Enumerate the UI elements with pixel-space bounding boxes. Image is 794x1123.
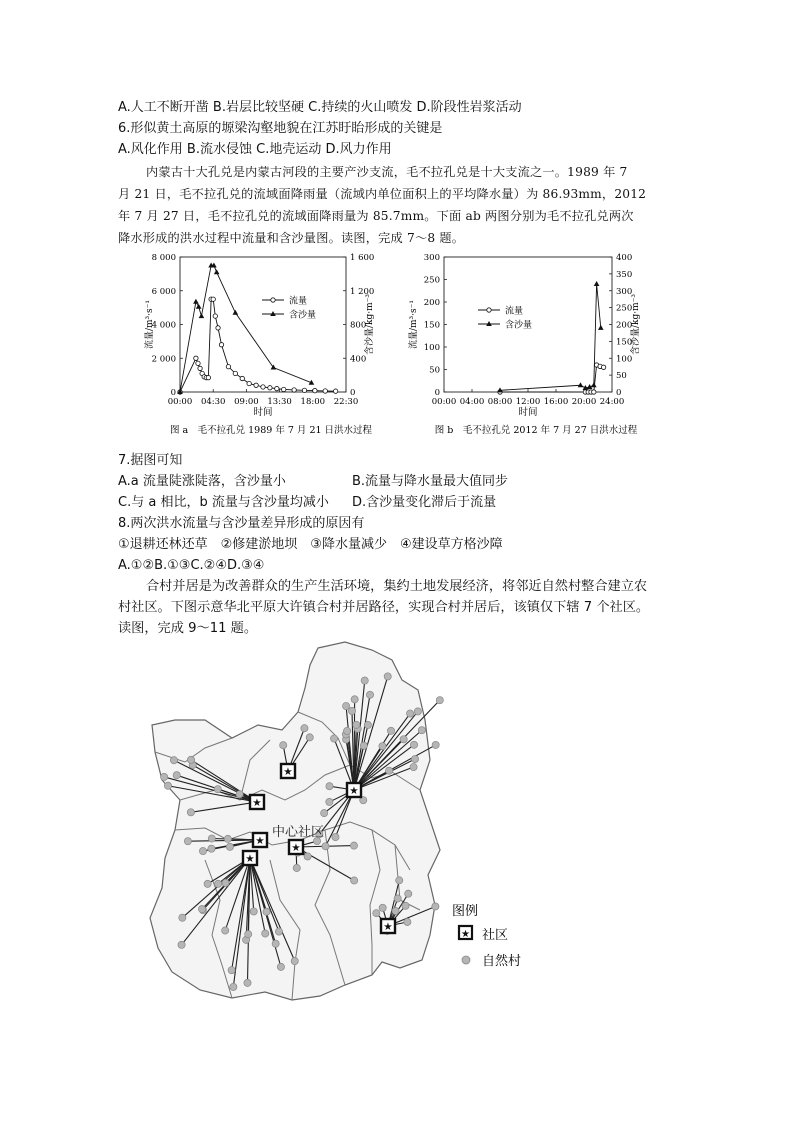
natural-village-dot xyxy=(224,835,231,842)
chart-0 xyxy=(143,253,375,436)
y-right-tick-label: 350 xyxy=(616,269,633,280)
community-marker xyxy=(289,840,303,854)
natural-village-dot xyxy=(332,833,339,840)
chart-1 xyxy=(407,253,641,436)
y-right-tick-label: 250 xyxy=(616,303,633,314)
point-flow xyxy=(213,314,217,318)
natural-village-dot xyxy=(366,691,373,698)
y-right-tick-label: 1 200 xyxy=(350,286,375,297)
natural-village-dot xyxy=(244,979,251,986)
point-flow xyxy=(333,389,337,393)
natural-village-dot xyxy=(301,725,308,732)
point-sediment xyxy=(214,269,220,274)
legend-village-icon xyxy=(462,956,470,964)
point-sediment xyxy=(193,299,199,304)
x-tick-label: 22:30 xyxy=(333,397,359,407)
y-right-tick-label: 0 xyxy=(350,388,356,398)
point-flow xyxy=(198,366,202,370)
point-flow xyxy=(211,297,215,301)
x-axis-label: 时间 xyxy=(518,407,538,418)
point-sediment xyxy=(233,310,239,315)
point-sediment xyxy=(199,313,205,318)
point-flow xyxy=(323,389,327,393)
natural-village-dot xyxy=(406,710,413,717)
natural-village-dot xyxy=(396,877,403,884)
natural-village-dot xyxy=(208,835,215,842)
q8-items: ①退耕还林还草 ②修建淤地坝 ③降水量减少 ④建设草方格沙障 xyxy=(118,537,503,552)
legend-title: 图例 xyxy=(452,904,479,919)
y-left-axis-label: 流量/m³·s⁻¹ xyxy=(409,299,419,350)
y-right-tick-label: 300 xyxy=(616,286,633,297)
point-sediment xyxy=(578,382,584,387)
natural-village-dot xyxy=(215,880,222,887)
x-tick-label: 13:30 xyxy=(267,397,292,407)
svg-text:★: ★ xyxy=(383,921,393,933)
community-marker xyxy=(381,919,395,933)
natural-village-dot xyxy=(379,904,386,911)
natural-village-dot xyxy=(245,931,252,938)
x-tick-label: 04:00 xyxy=(459,397,485,407)
legend-label: 流量 xyxy=(289,296,308,307)
y-right-tick-label: 1 600 xyxy=(350,253,375,263)
q5-options: A.人工不断开凿 B.岩层比较坚硬 C.持续的火山喷发 D.阶段性岩浆活动 xyxy=(118,100,522,115)
natural-village-dot xyxy=(161,773,168,780)
plot-frame xyxy=(180,257,346,392)
township-boundary xyxy=(150,642,440,1000)
natural-village-dot xyxy=(306,734,313,741)
y-right-axis-label: 含沙量/kg·m⁻³ xyxy=(365,293,375,356)
natural-village-dot xyxy=(262,930,269,937)
x-tick-label: 18:00 xyxy=(300,397,326,407)
series-line-含沙量 xyxy=(500,284,601,390)
natural-village-dot xyxy=(263,908,270,915)
passage1-line-3: 年 7 月 27 日，毛不拉孔兑的流域面降雨量为 85.7mm。下面 ab 两图分别为毛不拉孔兑两次 xyxy=(118,209,634,223)
point-flow xyxy=(254,383,258,387)
chart-caption: 图 b 毛不拉孔兑 2012 年 7 月 27 日洪水过程 xyxy=(434,425,638,436)
y-left-tick-label: 150 xyxy=(423,320,440,331)
point-flow xyxy=(206,375,210,379)
point-flow xyxy=(601,365,605,369)
natural-village-dot xyxy=(436,697,443,704)
q6-stem: 6.形似黄土高原的塬梁沟壑地貌在江苏盱眙形成的关键是 xyxy=(118,121,443,136)
y-right-tick-label: 0 xyxy=(616,388,622,398)
svg-text:★: ★ xyxy=(291,842,301,854)
natural-village-dot xyxy=(179,914,186,921)
legend-marker xyxy=(487,308,491,312)
legend-marker xyxy=(270,311,276,316)
y-right-tick-label: 150 xyxy=(616,337,633,348)
x-tick-label: 00:00 xyxy=(167,397,193,407)
natural-village-dot xyxy=(360,742,367,749)
x-tick-label: 09:00 xyxy=(234,397,259,407)
y-right-axis-label: 含沙量/kg·m⁻³ xyxy=(631,293,641,356)
y-left-tick-label: 6 000 xyxy=(151,286,176,297)
point-sediment xyxy=(594,281,600,286)
y-left-tick-label: 8 000 xyxy=(151,253,176,263)
natural-village-dot xyxy=(222,879,229,886)
y-right-tick-label: 800 xyxy=(350,320,367,331)
legend-village-label: 自然村 xyxy=(482,954,522,969)
community-marker xyxy=(347,783,361,797)
natural-village-dot xyxy=(385,767,392,774)
natural-village-dot xyxy=(402,902,409,909)
natural-village-dot xyxy=(351,696,358,703)
natural-village-dot xyxy=(384,673,391,680)
passage1-line-4: 降水形成的洪水过程中流量和含沙量图。读图，完成 7～8 题。 xyxy=(118,231,465,245)
natural-village-dot xyxy=(353,721,360,728)
x-tick-label: 20:00 xyxy=(571,397,597,407)
legend-label: 流量 xyxy=(505,306,524,317)
point-sediment xyxy=(598,325,604,330)
svg-text:★: ★ xyxy=(252,797,262,809)
natural-village-dot xyxy=(432,741,439,748)
community-marker xyxy=(253,833,267,847)
y-left-tick-label: 50 xyxy=(429,365,440,376)
natural-village-dot xyxy=(348,707,355,714)
y-left-tick-label: 2 000 xyxy=(151,354,176,365)
natural-village-dot xyxy=(228,967,235,974)
point-flow xyxy=(240,376,244,380)
natural-village-dot xyxy=(291,957,298,964)
natural-village-dot xyxy=(280,742,287,749)
natural-village-dot xyxy=(208,845,215,852)
natural-village-dot xyxy=(404,918,411,925)
point-flow xyxy=(219,343,223,347)
x-tick-label: 00:00 xyxy=(431,397,457,407)
natural-village-dot xyxy=(411,755,418,762)
natural-village-dot xyxy=(187,809,194,816)
svg-text:★: ★ xyxy=(255,835,265,847)
natural-village-dot xyxy=(226,843,233,850)
x-tick-label: 16:00 xyxy=(543,397,569,407)
point-flow xyxy=(268,386,272,390)
y-right-tick-label: 400 xyxy=(616,253,633,263)
q7-option-a: A.a 流量陡涨陡落，含沙量小 xyxy=(118,474,286,489)
natural-village-dot xyxy=(198,905,205,912)
point-flow xyxy=(196,361,200,365)
legend-label: 含沙量 xyxy=(505,320,533,331)
point-flow xyxy=(313,388,317,392)
natural-village-dot xyxy=(361,677,368,684)
natural-village-dot xyxy=(322,843,329,850)
natural-village-dot xyxy=(277,963,284,970)
natural-village-dot xyxy=(275,928,282,935)
natural-village-dot xyxy=(250,908,257,915)
point-flow xyxy=(282,387,286,391)
natural-village-dot xyxy=(394,895,401,902)
svg-text:★: ★ xyxy=(461,929,470,940)
svg-text:★: ★ xyxy=(349,785,359,797)
q7-option-b: B.流量与降水量最大值同步 xyxy=(352,474,509,489)
y-left-tick-label: 100 xyxy=(423,343,440,353)
natural-village-dot xyxy=(199,847,206,854)
y-left-tick-label: 0 xyxy=(434,388,440,398)
natural-village-dot xyxy=(304,853,311,860)
point-flow xyxy=(247,381,251,385)
natural-village-dot xyxy=(204,880,211,887)
natural-village-dot xyxy=(222,927,229,934)
point-flow xyxy=(302,388,306,392)
point-flow xyxy=(233,371,237,375)
point-sediment xyxy=(196,304,202,309)
x-axis-label: 时间 xyxy=(253,407,273,418)
y-right-tick-label: 50 xyxy=(616,371,627,382)
legend-marker xyxy=(271,298,275,302)
q8-stem: 8.两次洪水流量与含沙量差异形成的原因有 xyxy=(118,516,365,531)
natural-village-dot xyxy=(326,783,333,790)
chart-caption: 图 a 毛不拉孔兑 1989 年 7 月 21 日洪水过程 xyxy=(169,425,373,436)
y-left-tick-label: 4 000 xyxy=(151,320,176,331)
point-flow xyxy=(275,386,279,390)
x-tick-label: 12:00 xyxy=(515,397,541,407)
passage2-line-3: 读图，完成 9～11 题。 xyxy=(118,621,258,636)
x-tick-label: 08:00 xyxy=(487,397,513,407)
q7-option-d: D.含沙量变化滞后于流量 xyxy=(352,495,497,510)
natural-village-dot xyxy=(410,741,417,748)
legend-community-icon xyxy=(459,926,472,940)
natural-village-dot xyxy=(184,838,191,845)
y-left-tick-label: 250 xyxy=(423,275,440,286)
community-marker xyxy=(250,795,264,809)
point-flow xyxy=(261,385,265,389)
natural-village-dot xyxy=(230,983,237,990)
x-tick-label: 04:30 xyxy=(200,397,226,407)
natural-village-dot xyxy=(214,786,221,793)
q6-options: A.风化作用 B.流水侵蚀 C.地壳运动 D.风力作用 xyxy=(118,142,392,157)
village-merger-map xyxy=(140,640,530,1010)
passage2-line-2: 村社区。下图示意华北平原大许镇合村并居路径，实现合村并居后，该镇仅下辖 7 个社区。 xyxy=(118,600,650,615)
natural-village-dot xyxy=(405,890,412,897)
y-left-tick-label: 0 xyxy=(170,388,176,398)
natural-village-dot xyxy=(326,798,333,805)
natural-village-dot xyxy=(364,721,371,728)
natural-village-dot xyxy=(164,782,171,789)
natural-village-dot xyxy=(392,907,399,914)
community-marker xyxy=(243,851,257,865)
y-left-axis-label: 流量/m³·s⁻¹ xyxy=(145,299,155,350)
natural-village-dot xyxy=(344,727,351,734)
point-flow xyxy=(592,390,596,394)
point-flow xyxy=(194,356,198,360)
center-community-label: 中心社区 xyxy=(272,825,325,840)
point-sediment xyxy=(591,382,597,387)
y-right-tick-label: 200 xyxy=(616,320,633,331)
natural-village-dot xyxy=(350,842,357,849)
y-right-tick-label: 100 xyxy=(616,354,633,365)
q7-stem: 7.据图可知 xyxy=(118,453,183,468)
natural-village-dot xyxy=(418,727,425,734)
natural-village-dot xyxy=(236,791,243,798)
legend-community-label: 社区 xyxy=(482,928,509,943)
passage1-line-2: 月 21 日，毛不拉孔兑的流域面降雨量（流域内单位面积上的平均降水量）为 86.93mm，2012 xyxy=(118,187,647,201)
legend-marker xyxy=(486,321,492,326)
natural-village-dot xyxy=(342,702,349,709)
natural-village-dot xyxy=(351,877,358,884)
natural-village-dot xyxy=(400,736,407,743)
point-flow xyxy=(216,326,220,330)
q8-options: A.①②B.①③C.②④D.③④ xyxy=(118,558,265,573)
natural-village-dot xyxy=(173,772,180,779)
natural-village-dot xyxy=(170,757,177,764)
natural-village-dot xyxy=(178,941,185,948)
community-marker xyxy=(281,764,295,778)
passage2-line-1: 合村并居是为改善群众的生产生活环境，集约土地发展经济，将邻近自然村整合建立农 xyxy=(146,579,648,594)
flood-charts xyxy=(0,0,794,445)
natural-village-dot xyxy=(272,940,279,947)
x-tick-label: 24:00 xyxy=(599,397,625,407)
point-flow xyxy=(226,364,230,368)
natural-village-dot xyxy=(432,903,439,910)
point-flow xyxy=(292,388,296,392)
natural-village-dot xyxy=(379,743,386,750)
legend-label: 含沙量 xyxy=(289,310,317,321)
natural-village-dot xyxy=(387,727,394,734)
svg-text:★: ★ xyxy=(245,853,255,865)
natural-village-dot xyxy=(410,763,417,770)
q7-option-c: C.与 a 相比，b 流量与含沙量均减小 xyxy=(118,495,329,510)
natural-village-dot xyxy=(330,735,337,742)
passage1-line-1: 内蒙古十大孔兑是内蒙古河段的主要产沙支流，毛不拉孔兑是十大支流之一。1989 年 7 xyxy=(146,165,628,179)
y-left-tick-label: 300 xyxy=(423,253,440,263)
natural-village-dot xyxy=(414,708,421,715)
natural-village-dot xyxy=(373,910,380,917)
y-right-tick-label: 400 xyxy=(350,354,367,365)
svg-text:★: ★ xyxy=(283,766,293,778)
natural-village-dot xyxy=(293,864,300,871)
natural-village-dot xyxy=(321,810,328,817)
y-left-tick-label: 200 xyxy=(423,298,440,308)
natural-village-dot xyxy=(187,756,194,763)
